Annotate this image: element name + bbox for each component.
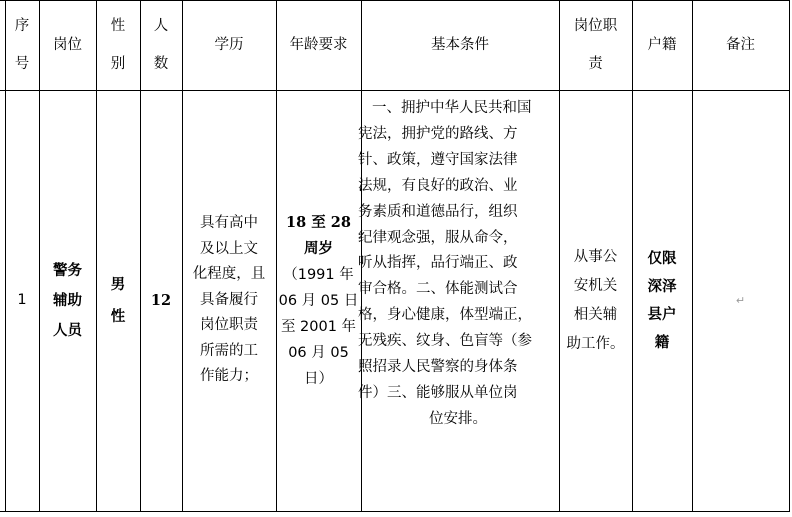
- conditions-line: 宪法，拥护党的路线、方: [358, 125, 518, 142]
- header-conditions: [361, 0, 559, 90]
- row-age-range-line: 至 2001 年: [280, 318, 357, 335]
- row-remarks: [692, 90, 789, 511]
- row-education-line: 岗位职责: [200, 317, 258, 334]
- row-education-line: 具备履行: [200, 291, 258, 308]
- header-education: [182, 0, 276, 90]
- conditions-line: 听从指挥，品行端正、政: [358, 255, 518, 272]
- conditions-line: 审合格。二、体能测试合: [358, 281, 518, 298]
- row-count-value: 12: [150, 292, 172, 309]
- header-gender-line: 性: [110, 18, 126, 34]
- conditions-line: 法规，有良好的政治、业: [358, 177, 518, 194]
- header-count-line: 数: [153, 56, 169, 72]
- header-count: [140, 0, 182, 90]
- row-seq: [5, 90, 39, 511]
- row-gender-line: 男: [110, 275, 126, 293]
- header-age: [276, 0, 361, 90]
- row-position-line: 辅助: [53, 291, 82, 309]
- row-hukou-line: 深泽: [647, 277, 677, 295]
- row-position-line: 警务: [53, 261, 82, 279]
- row-education-line: 所需的工: [200, 342, 258, 359]
- row-seq-value: 1: [17, 292, 27, 308]
- header-seq-line: 号: [14, 56, 30, 72]
- header-hukou: [632, 0, 692, 90]
- header-position: [39, 0, 96, 90]
- header-duty: [559, 0, 632, 90]
- grid-line: [0, 511, 790, 512]
- row-duty-line: 从事公: [573, 248, 618, 265]
- row-age-main-line: 18 至 28: [286, 213, 351, 231]
- row-hukou-line: 仅限: [647, 249, 677, 267]
- row-age-range-line: （1991 年: [283, 266, 354, 283]
- row-duty-line: 助工作。: [566, 335, 625, 352]
- conditions-line: 位安排。: [429, 410, 487, 427]
- row-conditions: [358, 96, 558, 433]
- row-hukou-line: 县户: [647, 305, 677, 323]
- header-seq-line: 序: [14, 18, 30, 34]
- row-age-range-line: 06 月 05 日: [278, 292, 359, 309]
- header-remarks-label: 备注: [726, 36, 755, 53]
- conditions-line: 格，身心健康，体型端正，: [358, 307, 532, 324]
- row-education-line: 化程度，且: [192, 266, 266, 283]
- row-count: [140, 90, 182, 511]
- header-position-label: 岗位: [53, 36, 82, 53]
- row-position-line: 人员: [53, 321, 82, 339]
- row-age-range-line: 06 月 05: [288, 344, 349, 361]
- header-education-label: 学历: [214, 36, 244, 53]
- row-duty: [559, 90, 632, 511]
- conditions-line: 件）三、能够服从单位岗: [358, 384, 518, 401]
- row-education-line: 及以上文: [200, 240, 258, 257]
- row-education-line: 具有高中: [200, 215, 258, 232]
- header-age-label: 年龄要求: [289, 36, 348, 53]
- header-conditions-label: 基本条件: [431, 36, 489, 53]
- row-age-main-line: 周岁: [304, 239, 333, 257]
- row-education: [182, 90, 276, 511]
- paragraph-mark-icon: ↵: [735, 294, 746, 307]
- row-hukou: [632, 90, 692, 511]
- conditions-line: 务素质和道德品行，组织: [358, 203, 518, 220]
- conditions-line: 一、拥护中华人民共和国: [372, 100, 532, 116]
- grid-line: [789, 0, 790, 512]
- conditions-line: 纪律观念强，服从命令，: [358, 229, 518, 246]
- conditions-line: 无残疾、纹身、色盲等（参: [358, 333, 532, 350]
- row-education-line: 作能力；: [200, 368, 258, 385]
- row-gender-line: 性: [110, 307, 126, 325]
- header-gender: [96, 0, 140, 90]
- row-gender: [96, 90, 140, 511]
- header-hukou-label: 户籍: [647, 36, 677, 53]
- header-duty-line: 岗位职: [573, 18, 618, 34]
- row-age-range-line: 日）: [304, 370, 333, 387]
- row-position: [39, 90, 96, 511]
- header-count-line: 人: [153, 18, 169, 34]
- row-duty-line: 相关辅: [573, 306, 618, 323]
- conditions-line: 照招录人民警察的身体条: [358, 359, 518, 376]
- header-seq: [5, 0, 39, 90]
- row-duty-line: 安机关: [573, 277, 618, 294]
- row-hukou-line: 籍: [654, 333, 670, 351]
- header-gender-line: 别: [110, 56, 126, 72]
- header-remarks: [692, 0, 789, 90]
- row-age: [276, 90, 361, 511]
- header-duty-line: 责: [588, 56, 603, 72]
- conditions-line: 针、政策，遵守国家法律: [358, 151, 518, 168]
